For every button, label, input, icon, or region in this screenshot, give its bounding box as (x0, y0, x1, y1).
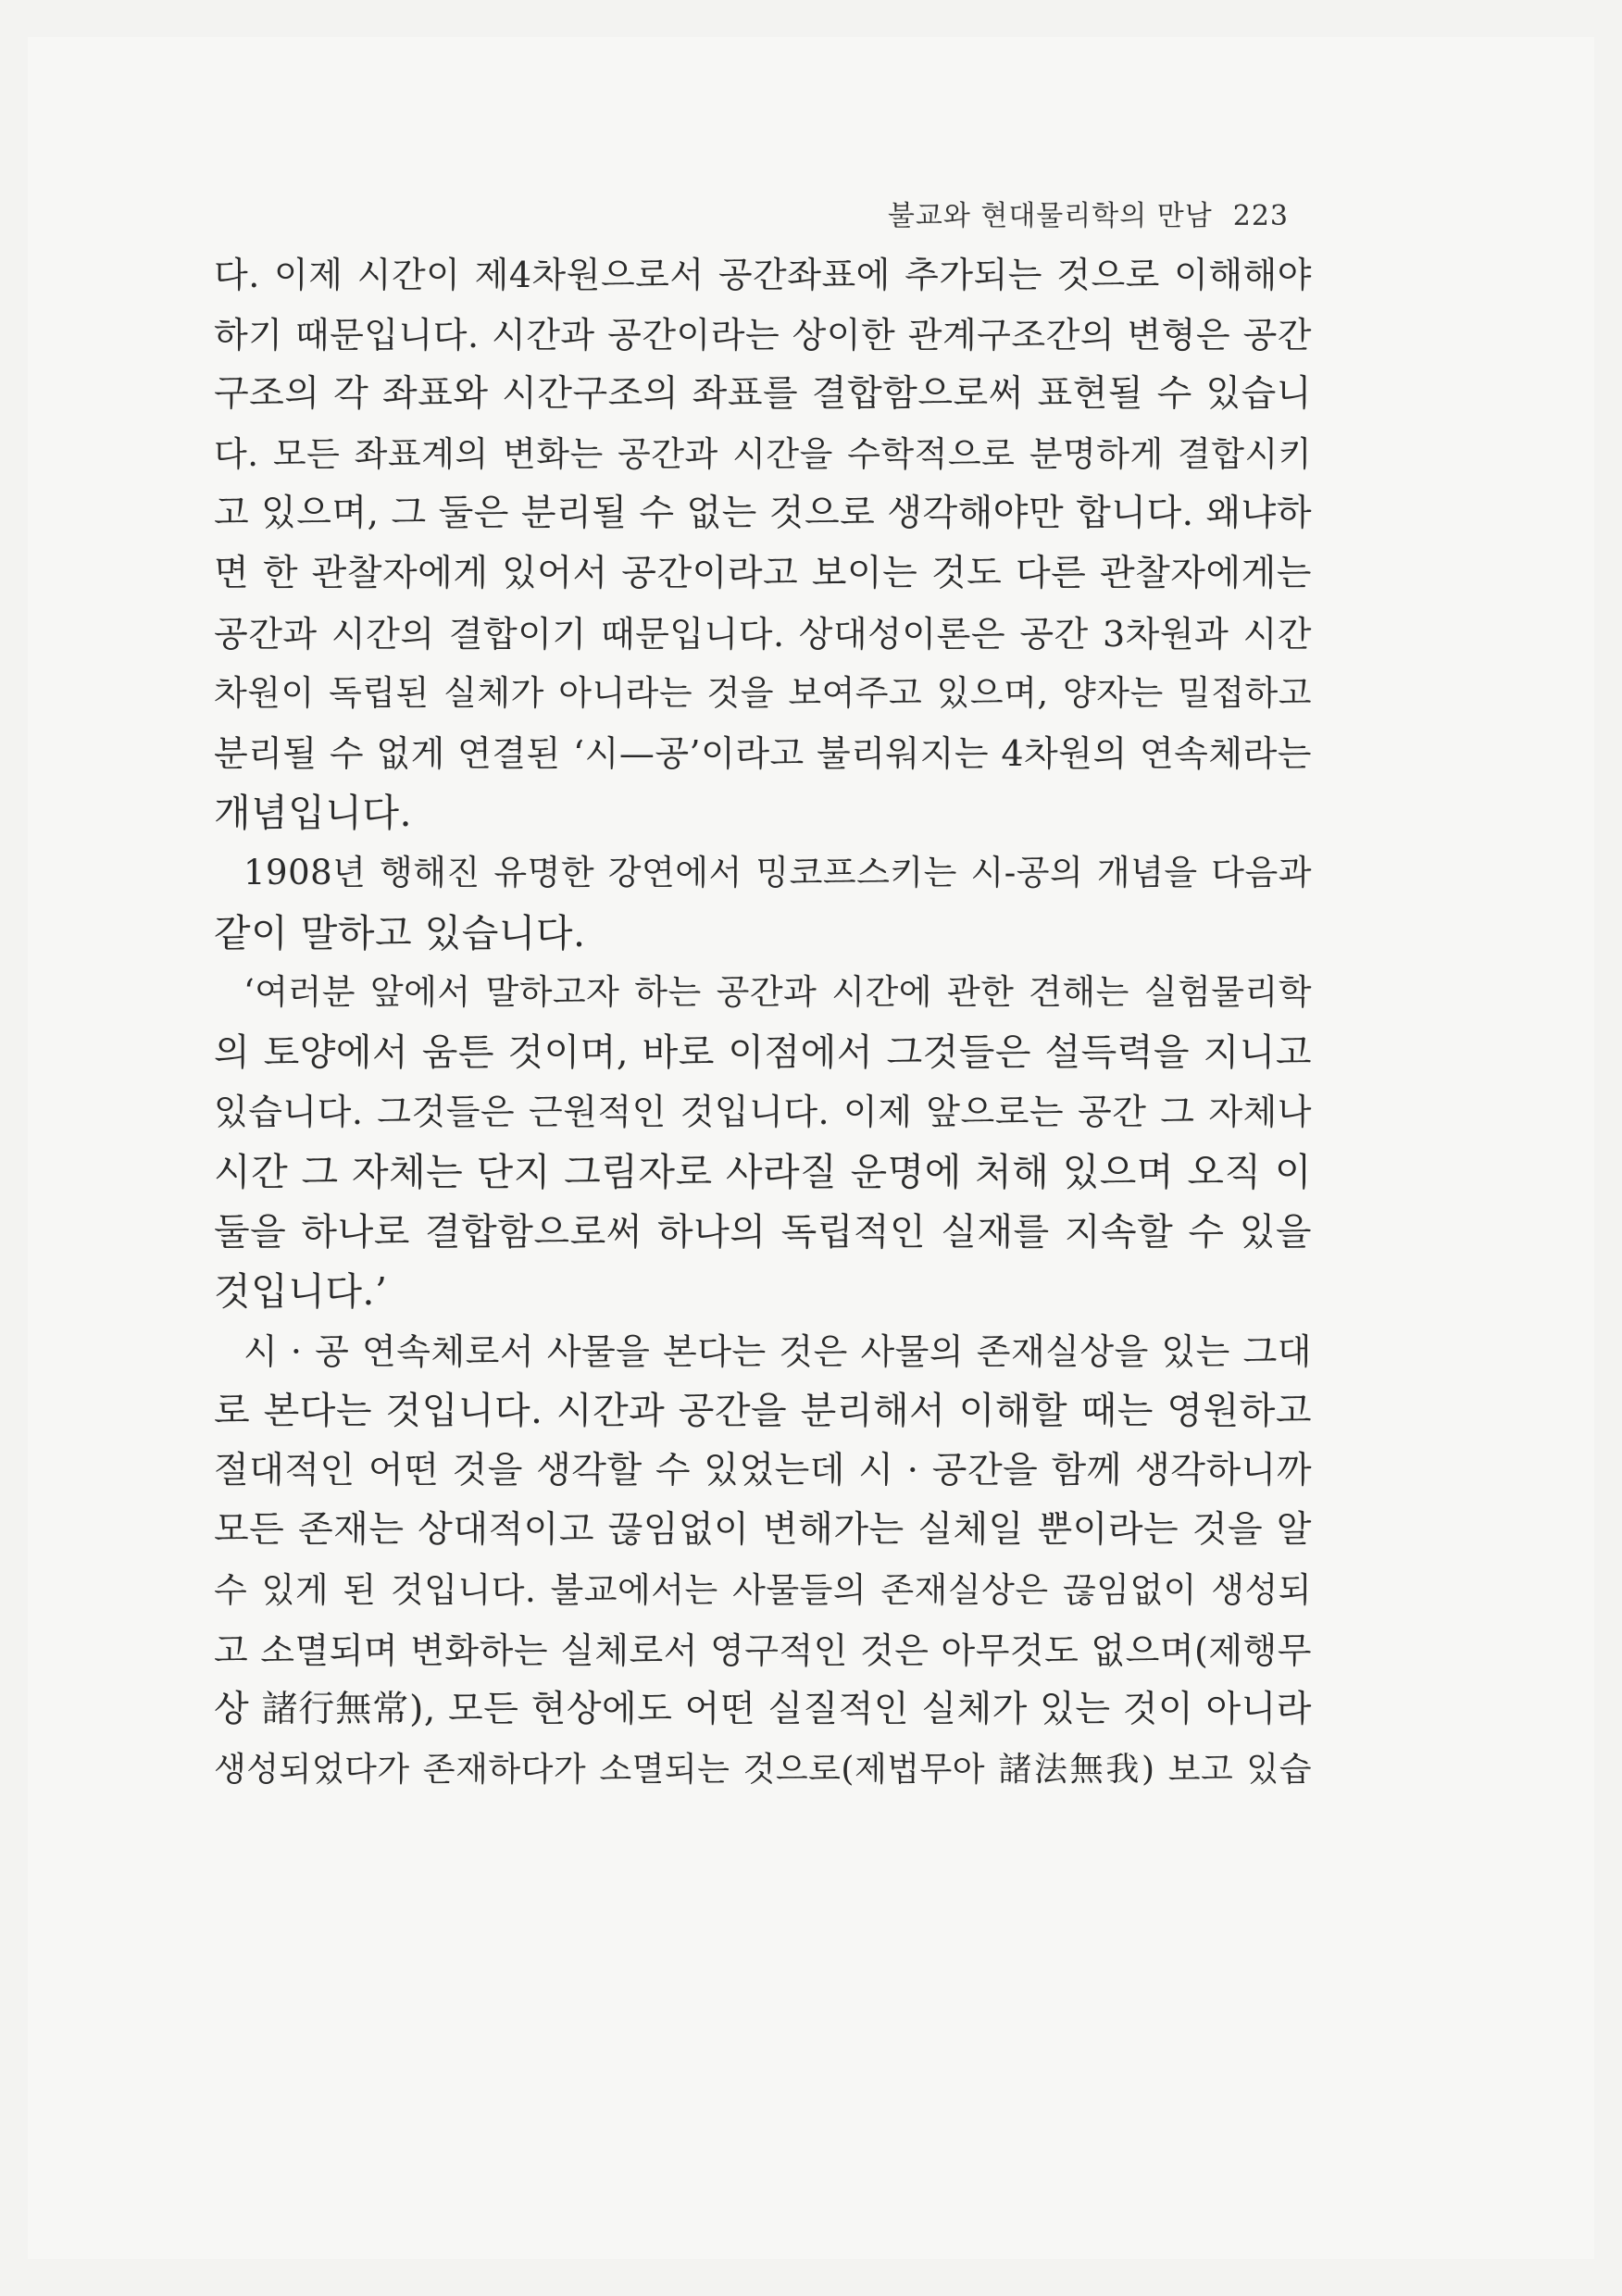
text-line: 다. 모든 좌표계의 변화는 공간과 시간을 수학적으로 분명하게 결합시키 (214, 433, 1312, 474)
text-line: 것입니다.’ (214, 1269, 388, 1315)
text-line: 로 본다는 것입니다. 시간과 공간을 분리해서 이해할 때는 영원하고 (214, 1390, 1312, 1433)
text-line: 다. 이제 시간이 제4차원으로서 공간좌표에 추가되는 것으로 이해해야 (214, 255, 1312, 295)
text-line: 시간 그 자체는 단지 그림자로 사라질 운명에 처해 있으며 오직 이 (214, 1149, 1312, 1194)
text-line: 구조의 각 좌표와 시간구조의 좌표를 결합함으로써 표현될 수 있습니 (214, 373, 1312, 416)
text-line: 있습니다. 그것들은 근원적인 것입니다. 이제 앞으로는 공간 그 자체나 (214, 1092, 1312, 1133)
text-line: 고 있으며, 그 둘은 분리될 수 없는 것으로 생각해야만 합니다. 왜냐하 (214, 493, 1312, 535)
text-line: 의 토양에서 움튼 것이며, 바로 이점에서 그것들은 설득력을 지니고 (214, 1030, 1312, 1074)
body-text (214, 245, 1312, 1800)
page-number: 223 (1232, 200, 1289, 232)
text-line: 같이 말하고 있습니다. (214, 910, 586, 955)
text-line: 분리될 수 없게 연결된 ‘시—공’이라고 불리워지는 4차원의 연속체라는 (214, 732, 1312, 774)
text-line: 모든 존재는 상대적이고 끊임없이 변해가는 실체일 뿐이라는 것을 알 (214, 1509, 1312, 1552)
text-line: 면 한 관찰자에게 있어서 공간이라고 보이는 것도 다른 관찰자에게는 (214, 552, 1312, 594)
running-header (888, 193, 1289, 233)
text-line: 생성되었다가 존재하다가 소멸되는 것으로(제법무아 諸法無我) 보고 있습 (214, 1750, 1312, 1789)
text-line: 둘을 하나로 결합함으로써 하나의 독립적인 실재를 지속할 수 있을 (214, 1210, 1312, 1254)
text-line: 고 소멸되며 변화하는 실체로서 영구적인 것은 아무것도 없으며(제행무 (214, 1629, 1312, 1671)
text-line: ‘여러분 앞에서 말하고자 하는 공간과 시간에 관한 견해는 실험물리학 (243, 972, 1312, 1013)
text-line: 공간과 시간의 결합이기 때문입니다. 상대성이론은 공간 3차원과 시간 (214, 613, 1312, 655)
header-title: 불교와 현대물리학의 만남 (887, 200, 1213, 232)
text-line: 하기 때문입니다. 시간과 공간이라는 상이한 관계구조간의 변형은 공간 (214, 314, 1312, 356)
text-line: 시 · 공 연속체로서 사물을 본다는 것은 사물의 존재실상을 있는 그대 (243, 1330, 1312, 1372)
text-line: 수 있게 된 것입니다. 불교에서는 사물들의 존재실상은 끊임없이 생성되 (214, 1570, 1312, 1611)
text-line: 개념입니다. (214, 791, 413, 836)
text-line: 차원이 독립된 실체가 아니라는 것을 보여주고 있으며, 양자는 밀접하고 (214, 673, 1312, 714)
text-line: 1908년 행해진 유명한 강연에서 밍코프스키는 시-공의 개념을 다음과 (243, 852, 1312, 892)
text-line: 상 諸行無常), 모든 현상에도 어떤 실질적인 실체가 있는 것이 아니라 (214, 1689, 1312, 1731)
text-line: 절대적인 어떤 것을 생각할 수 있었는데 시 · 공간을 함께 생각하니까 (214, 1449, 1312, 1491)
